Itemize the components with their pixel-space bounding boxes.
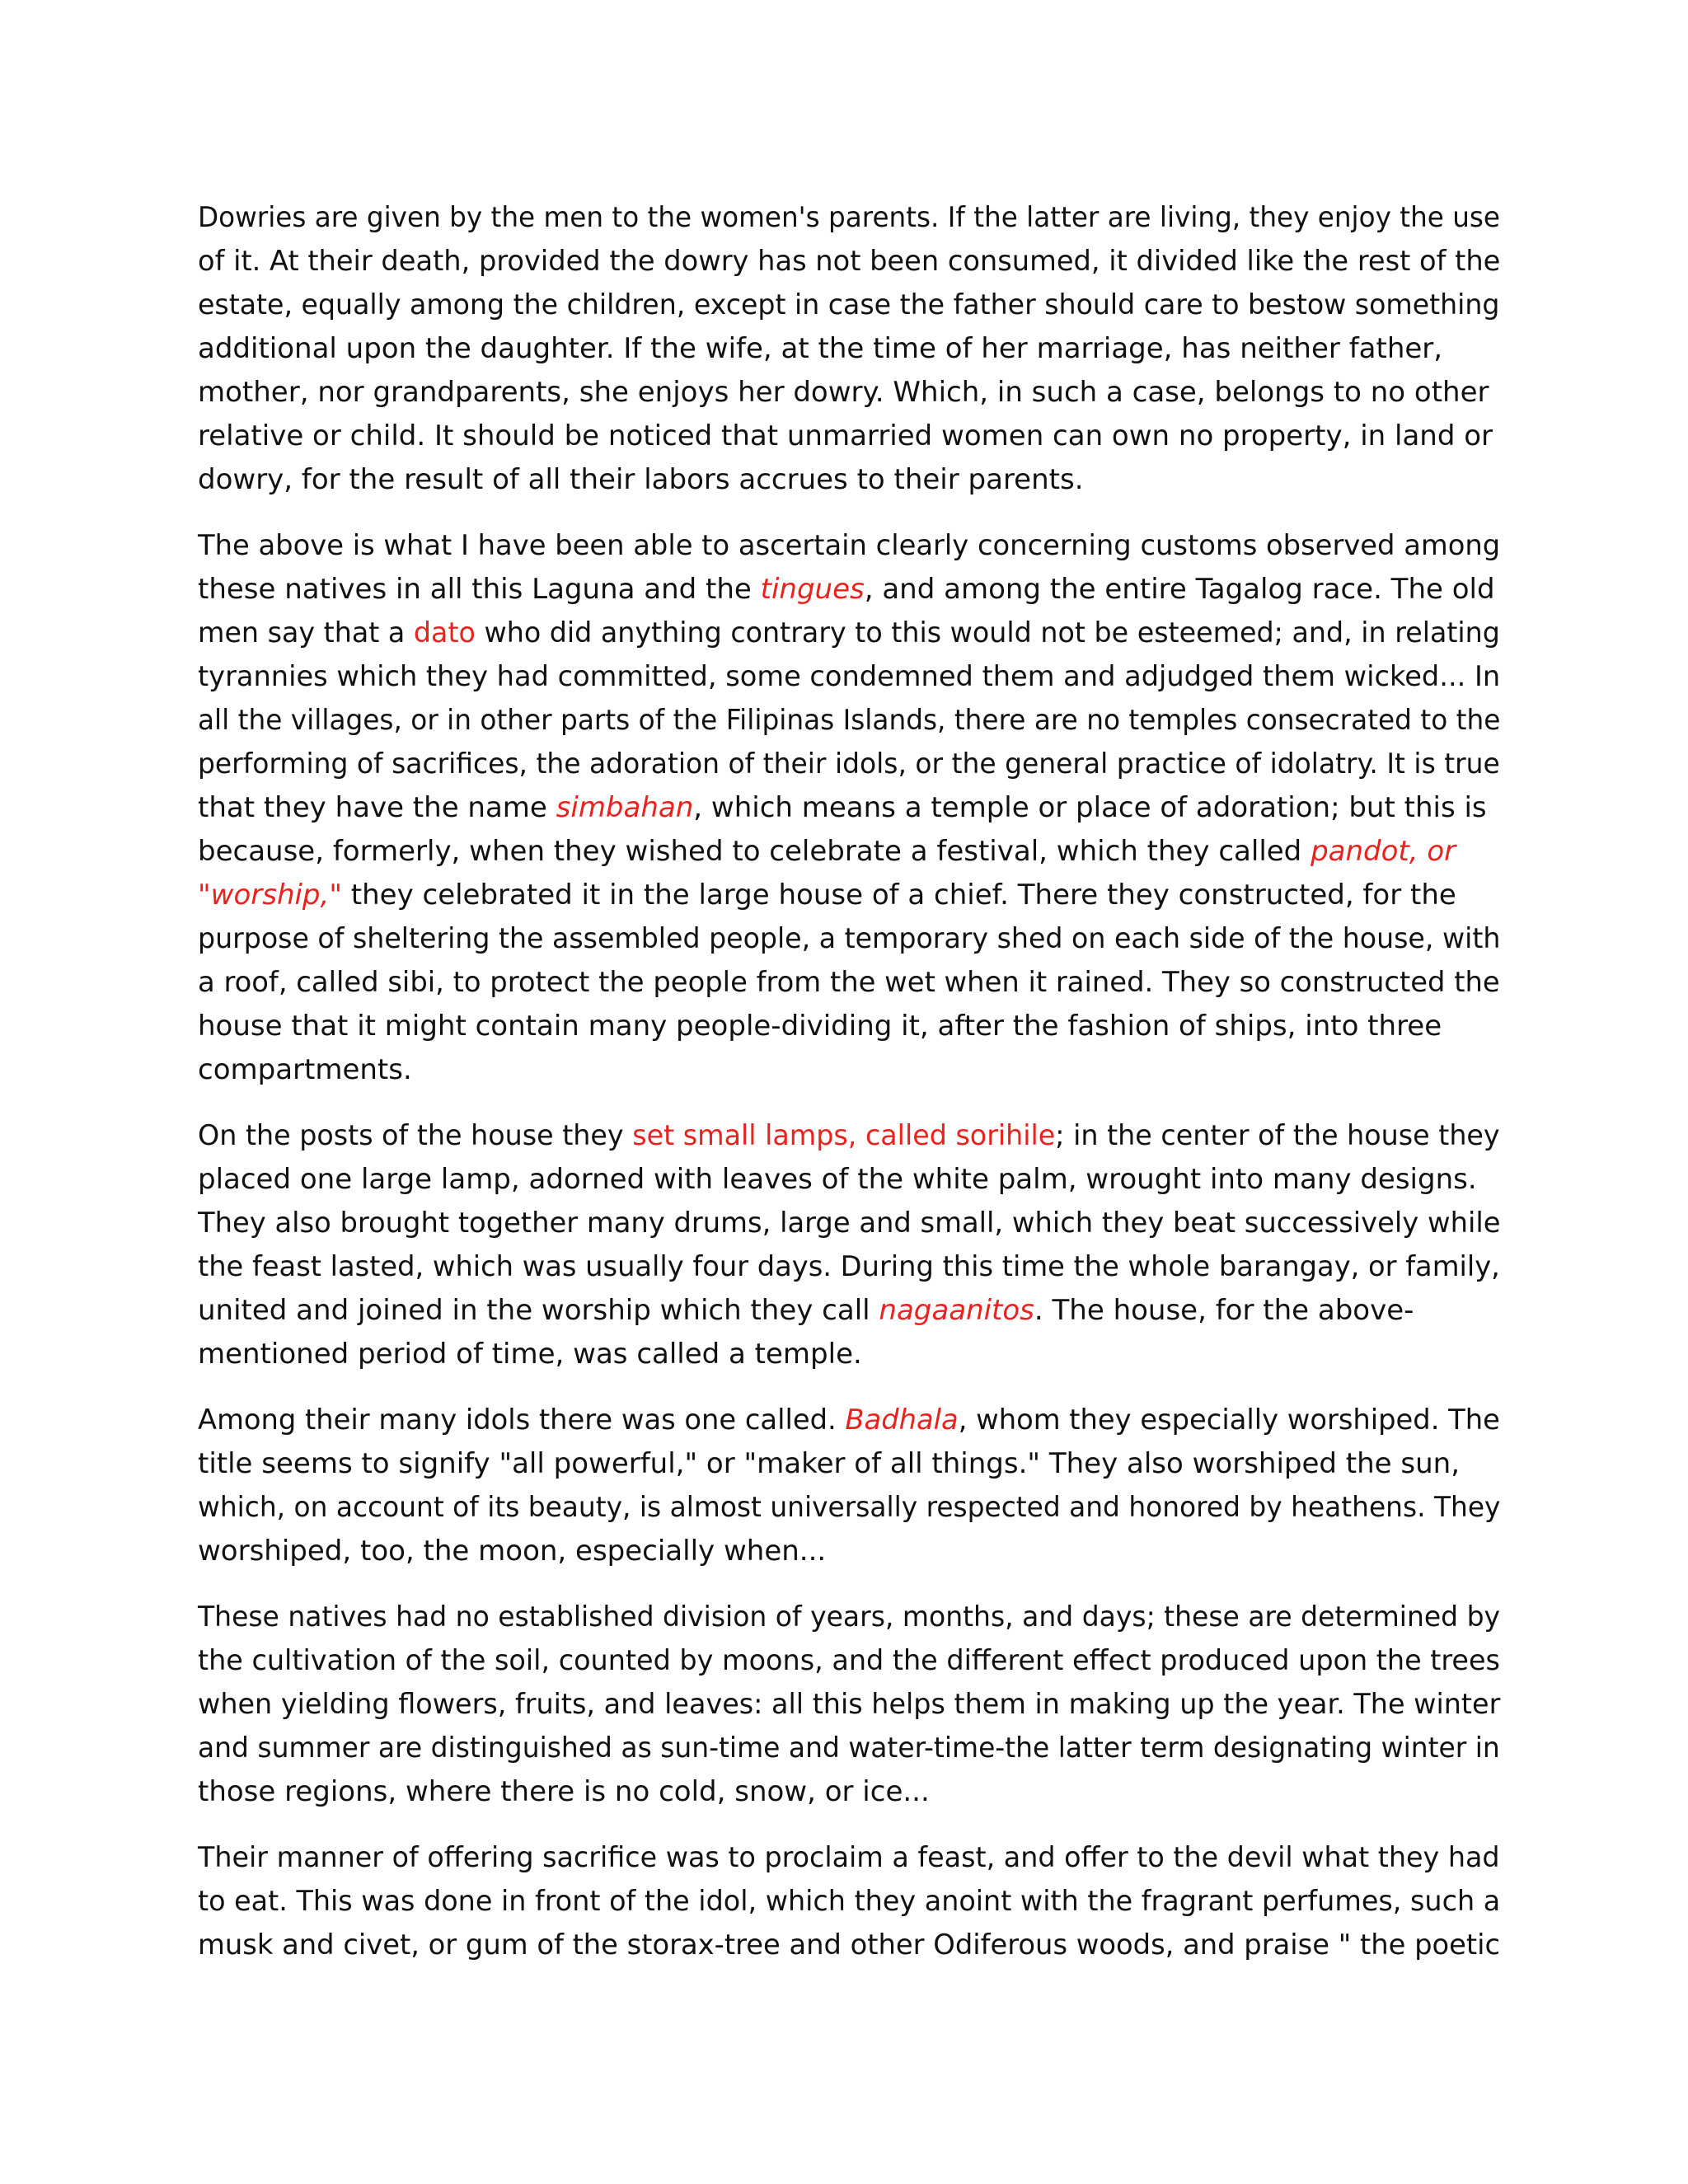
text-segment: who did anything contrary to this would not be esteemed; and, in relating [475, 616, 1500, 649]
paragraph [198, 1399, 1500, 1573]
highlighted-term: nagaanitos [879, 1294, 1034, 1327]
highlighted-term: Badhala [845, 1404, 959, 1436]
text-line [198, 568, 1500, 612]
text-segment: and summer are distinguished as sun-time and water-time-the latter term designating winter in [198, 1732, 1500, 1765]
text-segment: united and joined in the worship which they call [198, 1294, 879, 1327]
text-segment: the feast lasted, which was usually four days. During this time the whole barangay, or family, [198, 1250, 1500, 1283]
text-line [198, 1005, 1500, 1048]
text-segment: dowry, for the result of all their labors accrues to their parents. [198, 463, 1084, 496]
text-segment: estate, equally among the children, except in case the father should care to bestow something [198, 288, 1500, 321]
text-segment: when yielding flowers, fruits, and leaves: all this helps them in making up the year. The winter [198, 1688, 1501, 1721]
text-segment: worshiped, too, the moon, especially when... [198, 1535, 827, 1568]
text-line [198, 1486, 1501, 1530]
text-line [198, 743, 1500, 786]
text-line [198, 1770, 1500, 1814]
text-line [198, 917, 1501, 961]
text-segment: all the villages, or in other parts of the Filipinas Islands, there are no temples consecrated to the [198, 704, 1501, 737]
text-line [198, 1727, 1500, 1770]
text-line [198, 1202, 1501, 1245]
text-line [198, 699, 1501, 743]
highlighted-term: tingues [760, 573, 865, 606]
text-line [198, 1924, 1501, 1967]
highlighted-term: dato [413, 616, 476, 649]
paragraph [198, 1836, 1500, 1967]
text-line [198, 327, 1500, 371]
text-line [198, 786, 1500, 830]
text-line [198, 196, 1500, 240]
text-segment: Dowries are given by the men to the women's parents. If the latter are living, they enjoy the use [198, 201, 1500, 234]
text-line [198, 240, 1501, 284]
text-line [198, 1596, 1501, 1639]
text-segment: they celebrated it in the large house of a chief. There they constructed, for the [341, 879, 1456, 912]
text-line [198, 961, 1500, 1005]
text-line [198, 1333, 1500, 1376]
text-segment: compartments. [198, 1053, 412, 1086]
text-segment: house that it might contain many people-dividing it, after the fashion of ships, into three [198, 1010, 1442, 1043]
text-segment: men say that a [198, 616, 414, 649]
text-line [198, 371, 1500, 415]
text-line [198, 1880, 1501, 1924]
text-segment: that they have the name [198, 791, 556, 824]
text-line [198, 1836, 1500, 1880]
text-line [198, 655, 1501, 699]
text-line [198, 874, 1500, 917]
text-segment: . The house, for the above- [1034, 1294, 1414, 1327]
text-segment: mentioned period of time, was called a temple. [198, 1338, 862, 1371]
text-segment: They also brought together many drums, large and small, which they beat successively while [198, 1207, 1501, 1240]
highlighted-term: set small lamps, called sorihile [632, 1119, 1056, 1152]
text-segment: ; in the center of the house they [1055, 1119, 1500, 1152]
text-segment: which, on account of its beauty, is almost universally respected and honored by heathens. They [198, 1491, 1501, 1524]
text-segment: to eat. This was done in front of the idol, which they anoint with the fragrant perfumes, such a [198, 1885, 1501, 1918]
text-segment: relative or child. It should be noticed that unmarried women can own no property, in land or [198, 419, 1493, 452]
text-line [198, 1158, 1500, 1202]
text-segment: those regions, where there is no cold, snow, or ice... [198, 1775, 930, 1808]
highlighted-term: pandot, or [1311, 835, 1456, 868]
text-segment: because, formerly, when they wished to celebrate a festival, which they called [198, 835, 1311, 868]
text-line [198, 415, 1500, 458]
text-segment: tyrannies which they had committed, some condemned them and adjudged them wicked... In [198, 660, 1501, 693]
text-line [198, 1114, 1500, 1158]
text-segment: Their manner of offering sacrifice was to proclaim a feast, and offer to the devil what they had [198, 1841, 1500, 1874]
text-segment: The above is what I have been able to ascertain clearly concerning customs observed among [198, 529, 1501, 562]
text-segment: , whom they especially worshiped. The [958, 1404, 1500, 1436]
text-segment: the cultivation of the soil, counted by moons, and the different effect produced upon the trees [198, 1644, 1500, 1677]
text-segment: of it. At their death, provided the dowry has not been consumed, it divided like the rest of the [198, 245, 1501, 278]
text-segment: These natives had no established division of years, months, and days; these are determined by [198, 1601, 1501, 1633]
text-line [198, 1289, 1500, 1333]
paragraph [198, 524, 1500, 1092]
text-line [198, 1048, 1500, 1092]
text-segment: additional upon the daughter. If the wife, at the time of her marriage, has neither father, [198, 332, 1443, 365]
text-line [198, 612, 1500, 655]
text-segment: Among their many idols there was one called. [198, 1404, 846, 1436]
text-segment: title seems to signify "all powerful," or "maker of all things." They also worshiped the sun, [198, 1447, 1461, 1480]
text-segment: purpose of sheltering the assembled people, a temporary shed on each side of the house, with [198, 922, 1501, 955]
text-line [198, 1245, 1500, 1289]
text-line [198, 1530, 1500, 1573]
text-segment: these natives in all this Laguna and the [198, 573, 761, 606]
paragraph [198, 1596, 1500, 1814]
text-segment: musk and civet, or gum of the storax-tree and other Odiferous woods, and praise " the poetic [198, 1929, 1501, 1961]
text-line [198, 1639, 1500, 1683]
text-segment: mother, nor grandparents, she enjoys her dowry. Which, in such a case, belongs to no other [198, 376, 1489, 409]
highlighted-term: simbahan [556, 791, 694, 824]
document-page [198, 196, 1500, 1990]
text-line [198, 284, 1500, 327]
text-segment: , and among the entire Tagalog race. The old [864, 573, 1495, 606]
paragraph [198, 196, 1500, 502]
text-line [198, 1399, 1500, 1442]
text-line [198, 458, 1500, 502]
text-line [198, 524, 1501, 568]
text-line [198, 1442, 1500, 1486]
paragraph [198, 1114, 1500, 1376]
text-line [198, 1683, 1501, 1727]
text-line [198, 830, 1500, 874]
text-segment: , which means a temple or place of adoration; but this is [693, 791, 1487, 824]
text-segment: performing of sacrifices, the adoration of their idols, or the general practice of idolatry. It is true [198, 748, 1500, 780]
text-segment: a roof, called sibi, to protect the people from the wet when it rained. They so constructed the [198, 966, 1500, 999]
text-segment: placed one large lamp, adorned with leaves of the white palm, wrought into many designs. [198, 1163, 1477, 1196]
highlighted-term: "worship," [198, 879, 342, 912]
text-segment: On the posts of the house they [198, 1119, 633, 1152]
